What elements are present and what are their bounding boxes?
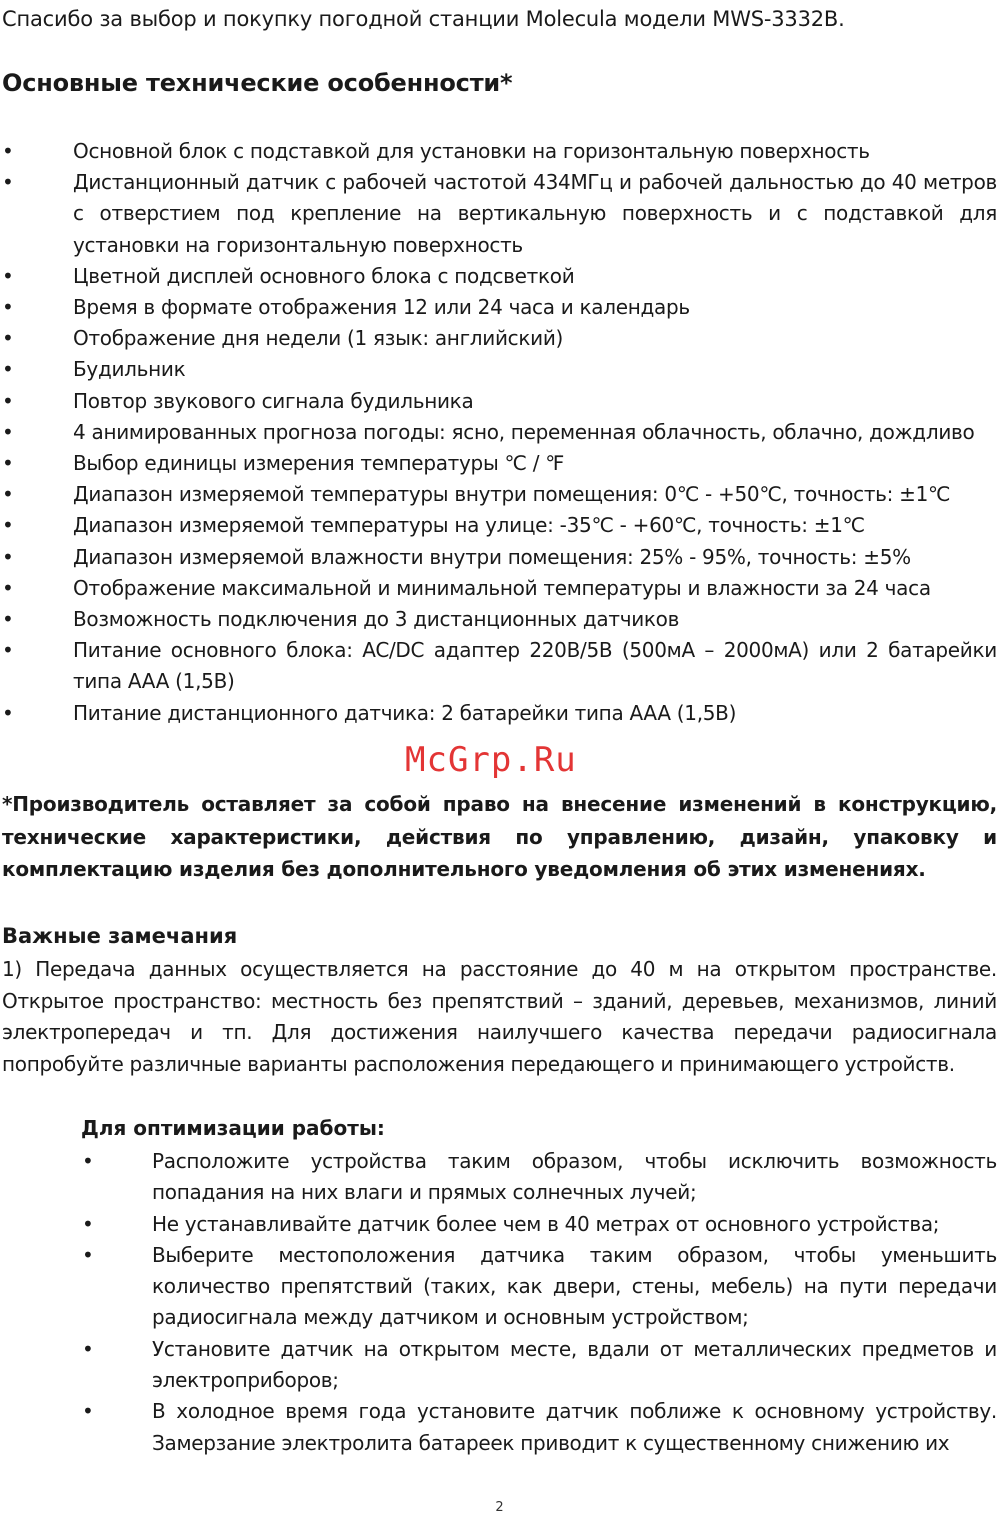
list-item-text: 4 анимированных прогноза погоды: ясно, переменная облачность, облачно, дождливо <box>73 419 975 444</box>
list-item <box>0 167 997 261</box>
bullet-icon: • <box>82 1242 94 1267</box>
bullet-icon: • <box>2 419 14 444</box>
intro-text: Спасибо за выбор и покупку погодной станции Molecula модели MWS-3332B. <box>2 7 845 31</box>
list-item-text: Время в формате отображения 12 или 24 часа и календарь <box>73 295 690 320</box>
bullet-icon: • <box>82 1399 94 1424</box>
list-item-text: Выбор единицы измерения температуры ℃ / ℉ <box>73 451 564 476</box>
list-item <box>0 323 997 354</box>
page-number: 2 <box>495 1500 504 1515</box>
bullet-icon: • <box>82 1149 94 1173</box>
notes-paragraph: 1) Передача данных осуществляется на расстояние до 40 м на открытом пространстве. Открытое пространство: местность без препятствий – зданий, деревьев, механизмов, линий электропередач и тп. Для достижения наилучшего качества передачи радиосигнала попробуйте различные варианты расположения передающего и принимающего устройств. <box>2 957 997 1076</box>
bullet-icon: • <box>82 1211 94 1236</box>
list-item-text: Будильник <box>73 357 186 382</box>
bullet-icon: • <box>2 295 14 320</box>
bullet-icon: • <box>2 607 14 632</box>
list-item-text: Выберите местоположения датчика таким образом, чтобы уменьшить количество препятствий (таких, как двери, стены, мебель) на пути передачи радиосигнала между датчиком и основным устройством; <box>152 1242 997 1330</box>
bullet-icon: • <box>2 357 14 382</box>
notes-heading: Важные замечания <box>2 924 238 948</box>
list-item-text: Отображение максимальной и минимальной температуры и влажности за 24 часа <box>73 575 931 600</box>
tips-list <box>80 1146 997 1459</box>
list-item <box>80 1334 997 1397</box>
optimization-heading: Для оптимизации работы: <box>81 1116 385 1140</box>
list-item <box>0 292 997 323</box>
list-item-text: Диапазон измеряемой температуры на улице: -35℃ - +60℃, точность: ±1℃ <box>73 513 865 538</box>
list-item-text: Установите датчик на открытом месте, вдали от металлических предметов и электроприборов; <box>152 1336 997 1393</box>
list-item-text: Отображение дня недели (1 язык: английский) <box>73 326 564 351</box>
bullet-icon: • <box>2 170 14 195</box>
bullet-icon: • <box>2 575 14 600</box>
list-item <box>0 448 997 479</box>
list-item-text: Повтор звукового сигнала будильника <box>73 388 474 413</box>
list-item-text: Возможность подключения до 3 дистанционных датчиков <box>73 607 680 632</box>
list-item <box>0 417 997 448</box>
bullet-icon: • <box>82 1336 94 1361</box>
features-heading: Основные технические особенности* <box>2 69 513 97</box>
list-item-text: Цветной дисплей основного блока с подсветкой <box>73 263 575 288</box>
bullet-icon: • <box>2 638 14 663</box>
list-item-text: Диапазон измеряемой влажности внутри помещения: 25% - 95%, точность: ±5% <box>73 544 911 569</box>
bullet-icon: • <box>2 263 14 288</box>
list-item-text: Дистанционный датчик с рабочей частотой 434МГц и рабочей дальностью до 40 метров с отверстием под крепление на вертикальную поверхность и с подставкой для установки на горизонтальную поверхность <box>73 170 997 257</box>
list-item <box>80 1209 997 1240</box>
list-item <box>0 698 997 729</box>
list-item <box>0 354 997 385</box>
list-item <box>0 573 997 604</box>
list-item-text: В холодное время года установите датчик поближе к основному устройству. Замерзание электролита батареек приводит к существенному снижению их <box>152 1399 997 1455</box>
bullet-icon: • <box>2 388 14 413</box>
list-item <box>0 604 997 635</box>
bullet-icon: • <box>2 326 14 351</box>
list-item-text: Расположите устройства таким образом, чтобы исключить возможность попадания на них влаги и прямых солнечных лучей; <box>152 1149 997 1205</box>
watermark-text: McGrp.Ru <box>405 740 577 780</box>
list-item <box>0 261 997 292</box>
list-item <box>80 1146 997 1209</box>
list-item <box>0 136 997 167</box>
bullet-icon: • <box>2 700 14 725</box>
list-item-text: Основной блок с подставкой для установки на горизонтальную поверхность <box>73 139 870 163</box>
list-item <box>0 510 997 541</box>
list-item-text: Питание дистанционного датчика: 2 батарейки типа AAA (1,5В) <box>73 700 737 725</box>
list-item <box>0 635 997 697</box>
bullet-icon: • <box>2 139 14 163</box>
list-item-text: Питание основного блока: AC/DC адаптер 220В/5В (500мА – 2000мА) или 2 батарейки типа AAA (1,5В) <box>73 638 997 694</box>
bullet-icon: • <box>2 544 14 569</box>
list-item <box>0 542 997 573</box>
bullet-icon: • <box>2 482 14 507</box>
list-item <box>80 1396 997 1459</box>
bullet-icon: • <box>2 451 14 476</box>
list-item <box>80 1240 997 1334</box>
features-list <box>0 136 997 729</box>
list-item-text: Не устанавливайте датчик более чем в 40 метрах от основного устройства; <box>152 1211 940 1236</box>
list-item <box>0 479 997 510</box>
disclaimer-text: *Производитель оставляет за собой право на внесение изменений в конструкцию, технические характеристики, действия по управлению, дизайн, упаковку и комплектацию изделия без дополнительного уведомления об этих изменениях. <box>2 792 997 882</box>
bullet-icon: • <box>2 513 14 538</box>
list-item-text: Диапазон измеряемой температуры внутри помещения: 0℃ - +50℃, точность: ±1℃ <box>73 482 951 507</box>
list-item <box>0 386 997 417</box>
